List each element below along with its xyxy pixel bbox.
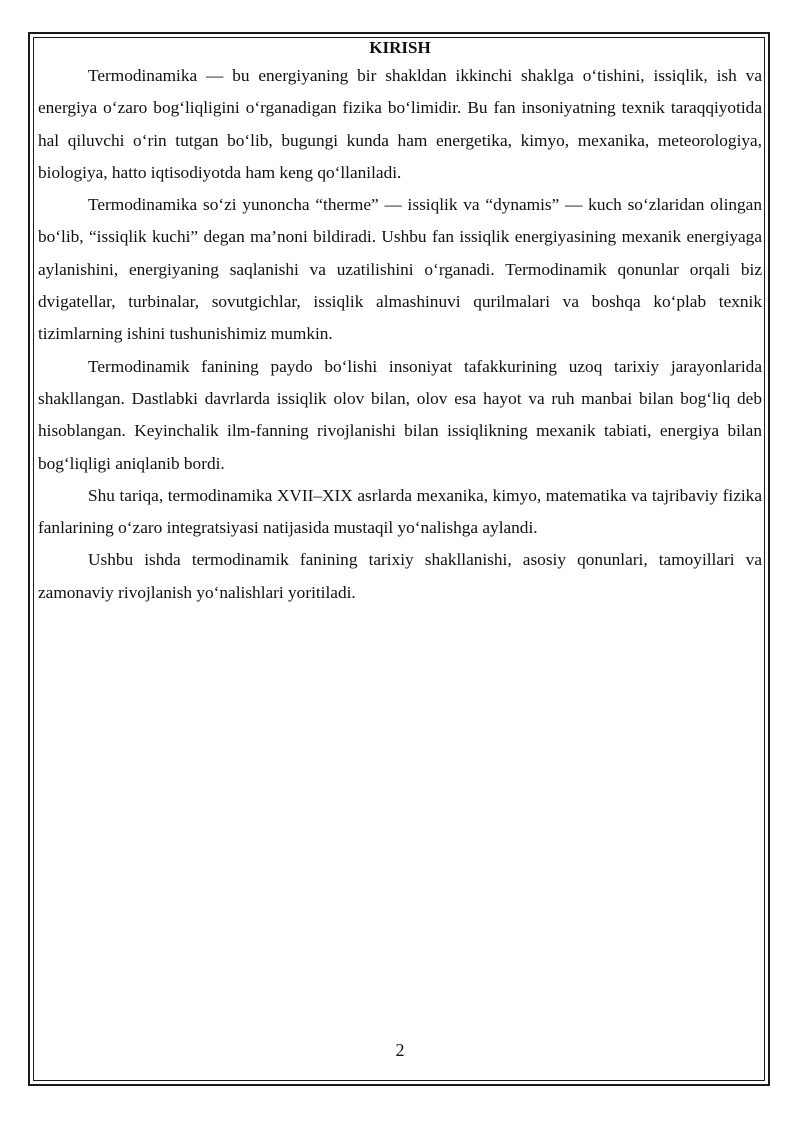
paragraph-4: Shu tariqa, termodinamika XVII–XIX asrlarda mexanika, kimyo, matematika va tajribaviy fizika fanlarining o‘zaro integratsiyasi natijasida mustaqil yo‘nalishga aylandi. bbox=[38, 485, 762, 538]
paragraph-5: Ushbu ishda termodinamik fanining tarixiy shakllanishi, asosiy qonunlari, tamoyillari va zamonaviy rivojlanish yo‘nalishlari yoritiladi. bbox=[38, 550, 762, 602]
page-number: 2 bbox=[395, 1040, 405, 1060]
document-body bbox=[38, 38, 762, 609]
paragraph-1: Termodinamika — bu energiyaning bir shakldan ikkinchi shaklga o‘tishini, issiqlik, ish va energiya o‘zaro bog‘liqligini o‘rganadigan fizika bo‘limidir. Bu fan insoniyatning texnik taraqqiyotida hal qiluvchi o‘rin tutgan bo‘lib, bugungi kunda ham energetika, kimyo, mexanika, meteorologiya, biologiya, hatto iqtisodiyotda ham keng qo‘llaniladi. bbox=[38, 66, 762, 182]
section-heading: KIRISH bbox=[369, 38, 431, 57]
paragraph-3: Termodinamik fanining paydo bo‘lishi insoniyat tafakkurining uzoq tarixiy jarayonlarida shakllangan. Dastlabki davrlarda issiqlik olov bilan, olov esa hayot va ruh manbai bilan bog‘liq deb hisoblangan. Keyinchalik ilm-fanning rivojlanishi bilan issiqlikning mexanik tabiati, energiya bilan bog‘liqligi aniqlanib bordi. bbox=[38, 356, 762, 473]
paragraph-2: Termodinamika so‘zi yunoncha “therme” — issiqlik va “dynamis” — kuch so‘zlaridan olingan bo‘lib, “issiqlik kuchi” degan ma’noni bildiradi. Ushbu fan issiqlik energiyasining mexanik energiyaga aylanishini, energiyaning saqlanishi va uzatilishini o‘rganadi. Termodinamik qonunlar orqali biz dvigatellar, turbinalar, sovutgichlar, issiqlik almashinuvi qurilmalari va boshqa ko‘plab texnik tizimlarning ishini tushunishimiz mumkin. bbox=[38, 195, 762, 344]
